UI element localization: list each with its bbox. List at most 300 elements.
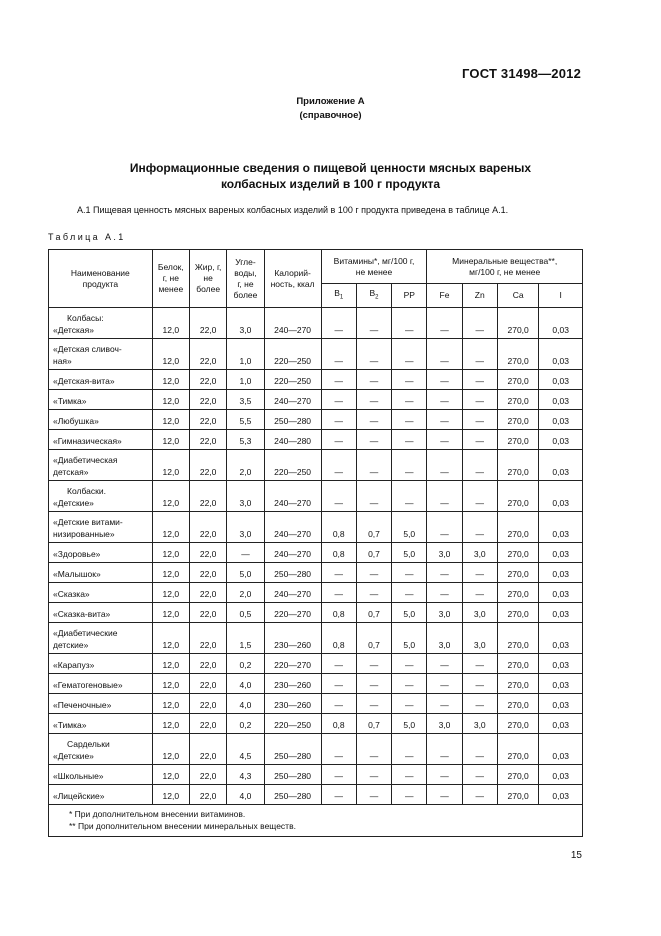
calories-cell: 250—280 <box>264 410 321 430</box>
table-row <box>49 410 583 430</box>
header-text: Калорий- <box>274 267 311 278</box>
min-zn-cell: 3,0 <box>462 623 497 654</box>
vit-b1-cell: — <box>321 654 356 674</box>
vit-b2-cell: — <box>356 370 391 390</box>
carbs-cell: 3,0 <box>227 481 264 512</box>
min-ca-cell: 270,0 <box>497 308 538 339</box>
min-fe-cell: — <box>427 370 462 390</box>
vit-b1-cell: 0,8 <box>321 714 356 734</box>
product-name-cell <box>49 512 153 543</box>
col-header-protein <box>152 250 189 308</box>
min-fe-cell: — <box>427 583 462 603</box>
protein-cell: 12,0 <box>152 390 189 410</box>
protein-cell: 12,0 <box>152 765 189 785</box>
vit-b2-cell: — <box>356 308 391 339</box>
min-zn-cell: — <box>462 450 497 481</box>
vit-pp-cell: — <box>392 694 427 714</box>
vit-pp-cell: — <box>392 430 427 450</box>
vit-b2-cell: — <box>356 390 391 410</box>
min-zn-cell: — <box>462 785 497 805</box>
header-text: ность, ккал <box>270 278 315 289</box>
protein-cell: 12,0 <box>152 603 189 623</box>
min-i-cell: 0,03 <box>539 512 583 543</box>
calories-cell: 230—260 <box>264 623 321 654</box>
product-name-cell <box>49 714 153 734</box>
min-ca-cell: 270,0 <box>497 785 538 805</box>
min-i-cell: 0,03 <box>539 654 583 674</box>
product-name-cell <box>49 543 153 563</box>
min-zn-cell: — <box>462 339 497 370</box>
min-fe-cell: 3,0 <box>427 603 462 623</box>
table-notes <box>49 805 583 837</box>
vit-b1-cell: — <box>321 765 356 785</box>
header-text: B <box>369 287 376 298</box>
fat-cell: 22,0 <box>189 370 226 390</box>
fat-cell: 22,0 <box>189 603 226 623</box>
vit-b2-cell: 0,7 <box>356 512 391 543</box>
vit-b2-cell: — <box>356 339 391 370</box>
vit-b1-cell: — <box>321 563 356 583</box>
protein-cell: 12,0 <box>152 370 189 390</box>
fat-cell: 22,0 <box>189 563 226 583</box>
min-i-cell: 0,03 <box>539 390 583 410</box>
carbs-cell: 0,2 <box>227 654 264 674</box>
product-name-line: «Лицейские» <box>53 791 105 801</box>
min-i-cell: 0,03 <box>539 430 583 450</box>
page-number: 15 <box>570 850 582 861</box>
header-text: воды, <box>234 267 257 278</box>
vit-pp-cell: 5,0 <box>392 623 427 654</box>
calories-cell: 240—270 <box>264 481 321 512</box>
table-row <box>49 370 583 390</box>
product-name-line: «Детская сливоч- <box>53 344 122 354</box>
vit-pp-cell: 5,0 <box>392 714 427 734</box>
min-i-cell: 0,03 <box>539 734 583 765</box>
min-fe-cell: — <box>427 450 462 481</box>
vit-pp-cell: — <box>392 370 427 390</box>
fat-cell: 22,0 <box>189 765 226 785</box>
product-name-line: «Детские витами- <box>53 517 123 527</box>
vit-b2-cell: 0,7 <box>356 603 391 623</box>
col-header-b2 <box>356 284 391 308</box>
vit-pp-cell: 5,0 <box>392 603 427 623</box>
table-row <box>49 512 583 543</box>
protein-cell: 12,0 <box>152 512 189 543</box>
fat-cell: 22,0 <box>189 583 226 603</box>
fat-cell: 22,0 <box>189 450 226 481</box>
table-row <box>49 390 583 410</box>
table-row <box>49 654 583 674</box>
vit-b1-cell: — <box>321 390 356 410</box>
product-group-label: Колбаски. <box>67 486 106 496</box>
carbs-cell: 5,3 <box>227 430 264 450</box>
col-header-carbs <box>227 250 264 308</box>
fat-cell: 22,0 <box>189 481 226 512</box>
carbs-cell: 5,5 <box>227 410 264 430</box>
product-name-cell <box>49 623 153 654</box>
product-name-line: «Детские» <box>53 498 94 508</box>
min-i-cell: 0,03 <box>539 785 583 805</box>
min-ca-cell: 270,0 <box>497 543 538 563</box>
min-zn-cell: 3,0 <box>462 543 497 563</box>
vit-pp-cell: — <box>392 410 427 430</box>
protein-cell: 12,0 <box>152 339 189 370</box>
vit-b2-cell: 0,7 <box>356 543 391 563</box>
product-name-cell <box>49 674 153 694</box>
min-zn-cell: — <box>462 370 497 390</box>
min-fe-cell: — <box>427 734 462 765</box>
min-ca-cell: 270,0 <box>497 714 538 734</box>
annex-type: (справочное) <box>299 110 362 121</box>
protein-cell: 12,0 <box>152 785 189 805</box>
product-name-cell <box>49 339 153 370</box>
table-row <box>49 623 583 654</box>
product-name-cell <box>49 603 153 623</box>
product-name-cell <box>49 734 153 765</box>
vit-b2-cell: — <box>356 481 391 512</box>
col-header-vitamins <box>321 250 427 284</box>
product-name-cell <box>49 654 153 674</box>
vit-b1-cell: — <box>321 308 356 339</box>
annex-heading <box>0 95 661 123</box>
section-title <box>0 160 661 192</box>
min-zn-cell: — <box>462 481 497 512</box>
min-fe-cell: — <box>427 674 462 694</box>
min-ca-cell: 270,0 <box>497 430 538 450</box>
calories-cell: 240—270 <box>264 512 321 543</box>
calories-cell: 250—280 <box>264 765 321 785</box>
product-name-cell <box>49 308 153 339</box>
fat-cell: 22,0 <box>189 308 226 339</box>
min-i-cell: 0,03 <box>539 623 583 654</box>
vit-b1-cell: — <box>321 339 356 370</box>
min-i-cell: 0,03 <box>539 410 583 430</box>
min-ca-cell: 270,0 <box>497 450 538 481</box>
min-i-cell: 0,03 <box>539 694 583 714</box>
title-line-1: Информационные сведения о пищевой ценности мясных вареных <box>129 161 532 175</box>
carbs-cell: 2,0 <box>227 583 264 603</box>
product-name-cell <box>49 785 153 805</box>
fat-cell: 22,0 <box>189 339 226 370</box>
subscript: 2 <box>375 294 379 301</box>
min-zn-cell: — <box>462 583 497 603</box>
vit-b1-cell: — <box>321 450 356 481</box>
table-row <box>49 734 583 765</box>
carbs-cell: 1,0 <box>227 370 264 390</box>
vit-b2-cell: — <box>356 734 391 765</box>
protein-cell: 12,0 <box>152 563 189 583</box>
min-zn-cell: — <box>462 674 497 694</box>
min-ca-cell: 270,0 <box>497 339 538 370</box>
header-text: г, не <box>162 273 179 283</box>
min-fe-cell: — <box>427 694 462 714</box>
carbs-cell: 3,0 <box>227 512 264 543</box>
min-fe-cell: — <box>427 339 462 370</box>
protein-cell: 12,0 <box>152 714 189 734</box>
header-text: не менее <box>355 266 393 277</box>
header-text: продукта <box>82 278 119 289</box>
table-row <box>49 603 583 623</box>
min-zn-cell: — <box>462 694 497 714</box>
carbs-cell: 0,5 <box>227 603 264 623</box>
protein-cell: 12,0 <box>152 674 189 694</box>
calories-cell: 240—270 <box>264 583 321 603</box>
vit-b2-cell: — <box>356 583 391 603</box>
vit-b2-cell: — <box>356 785 391 805</box>
header-text: B <box>334 287 340 298</box>
vit-b1-cell: — <box>321 583 356 603</box>
notes-row <box>49 805 583 837</box>
calories-cell: 220—250 <box>264 339 321 370</box>
min-fe-cell: — <box>427 765 462 785</box>
col-header-fe: Fe <box>427 284 462 308</box>
table-header-row <box>49 250 583 284</box>
vit-b2-cell: — <box>356 654 391 674</box>
min-zn-cell: — <box>462 563 497 583</box>
header-text: Угле- <box>235 256 256 267</box>
fat-cell: 22,0 <box>189 734 226 765</box>
vit-pp-cell: — <box>392 481 427 512</box>
product-name-cell <box>49 450 153 481</box>
table-row <box>49 674 583 694</box>
min-i-cell: 0,03 <box>539 674 583 694</box>
header-text: Минеральные вещества**, <box>452 255 558 266</box>
min-i-cell: 0,03 <box>539 714 583 734</box>
calories-cell: 240—270 <box>264 390 321 410</box>
min-zn-cell: — <box>462 390 497 410</box>
vit-b2-cell: 0,7 <box>356 623 391 654</box>
fat-cell: 22,0 <box>189 785 226 805</box>
product-name-line: «Диабетическая <box>53 455 118 465</box>
header-text: Наименование <box>70 267 130 278</box>
fat-cell: 22,0 <box>189 694 226 714</box>
fat-cell: 22,0 <box>189 390 226 410</box>
header-text: Жир, г, <box>194 262 222 272</box>
vit-b2-cell: — <box>356 674 391 694</box>
vit-b1-cell: — <box>321 481 356 512</box>
min-i-cell: 0,03 <box>539 765 583 785</box>
header-text: Витамины*, мг/100 г, <box>333 255 415 266</box>
min-fe-cell: — <box>427 410 462 430</box>
min-fe-cell: — <box>427 785 462 805</box>
note-minerals: ** При дополнительном внесении минеральных веществ. <box>69 821 296 831</box>
carbs-cell: 1,5 <box>227 623 264 654</box>
calories-cell: 240—270 <box>264 543 321 563</box>
header-text: менее <box>158 284 184 294</box>
header-text: более <box>233 289 258 300</box>
carbs-cell: 3,0 <box>227 308 264 339</box>
product-name-line: «Здоровье» <box>53 549 101 559</box>
table-row <box>49 481 583 512</box>
product-name-line: «Печеночные» <box>53 700 112 710</box>
vit-pp-cell: — <box>392 765 427 785</box>
vit-b1-cell: — <box>321 674 356 694</box>
min-ca-cell: 270,0 <box>497 623 538 654</box>
min-zn-cell: — <box>462 512 497 543</box>
protein-cell: 12,0 <box>152 583 189 603</box>
min-i-cell: 0,03 <box>539 603 583 623</box>
table-row <box>49 450 583 481</box>
product-name-cell <box>49 563 153 583</box>
min-i-cell: 0,03 <box>539 543 583 563</box>
min-fe-cell: — <box>427 390 462 410</box>
fat-cell: 22,0 <box>189 714 226 734</box>
col-header-b1 <box>321 284 356 308</box>
product-name-cell <box>49 410 153 430</box>
calories-cell: 220—270 <box>264 603 321 623</box>
min-ca-cell: 270,0 <box>497 654 538 674</box>
product-name-cell <box>49 694 153 714</box>
vit-pp-cell: — <box>392 308 427 339</box>
vit-pp-cell: — <box>392 583 427 603</box>
product-name-line: «Малышок» <box>53 569 101 579</box>
product-name-line: «Школьные» <box>53 771 104 781</box>
product-group-label: Сардельки <box>67 739 110 749</box>
col-header-zn: Zn <box>462 284 497 308</box>
product-name-cell <box>49 765 153 785</box>
min-zn-cell: — <box>462 734 497 765</box>
calories-cell: 220—270 <box>264 654 321 674</box>
min-fe-cell: — <box>427 308 462 339</box>
header-text: не <box>203 273 213 283</box>
vit-b1-cell: 0,8 <box>321 603 356 623</box>
min-fe-cell: — <box>427 481 462 512</box>
min-ca-cell: 270,0 <box>497 583 538 603</box>
carbs-cell: 1,0 <box>227 339 264 370</box>
min-i-cell: 0,03 <box>539 370 583 390</box>
carbs-cell: 5,0 <box>227 563 264 583</box>
vit-pp-cell: — <box>392 339 427 370</box>
table-row <box>49 543 583 563</box>
table-row <box>49 430 583 450</box>
min-ca-cell: 270,0 <box>497 370 538 390</box>
calories-cell: 250—280 <box>264 734 321 765</box>
vit-pp-cell: 5,0 <box>392 543 427 563</box>
table-row <box>49 694 583 714</box>
vit-b1-cell: — <box>321 785 356 805</box>
calories-cell: 230—260 <box>264 674 321 694</box>
subscript: 1 <box>339 294 344 301</box>
product-name-line: «Диабетические <box>53 628 118 638</box>
protein-cell: 12,0 <box>152 410 189 430</box>
vit-b1-cell: — <box>321 734 356 765</box>
table-row <box>49 714 583 734</box>
protein-cell: 12,0 <box>152 430 189 450</box>
header-text: Белок, <box>157 262 184 272</box>
min-fe-cell: — <box>427 430 462 450</box>
product-name-line: «Тимка» <box>53 396 87 406</box>
table-row <box>49 583 583 603</box>
carbs-cell: — <box>227 543 264 563</box>
protein-cell: 12,0 <box>152 623 189 654</box>
min-fe-cell: — <box>427 654 462 674</box>
product-name-line: «Детская» <box>53 325 94 335</box>
protein-cell: 12,0 <box>152 694 189 714</box>
table-row <box>49 765 583 785</box>
vit-pp-cell: — <box>392 563 427 583</box>
product-name-line: низированные» <box>53 529 115 539</box>
vit-b2-cell: — <box>356 430 391 450</box>
product-name-cell <box>49 370 153 390</box>
vit-pp-cell: — <box>392 674 427 694</box>
annex-label: Приложение А <box>296 96 365 107</box>
standard-number: ГОСТ 31498—2012 <box>462 66 581 81</box>
calories-cell: 250—280 <box>264 563 321 583</box>
protein-cell: 12,0 <box>152 543 189 563</box>
carbs-cell: 4,0 <box>227 674 264 694</box>
carbs-cell: 3,5 <box>227 390 264 410</box>
calories-cell: 240—280 <box>264 430 321 450</box>
nutrition-table <box>48 249 583 837</box>
table-body <box>49 308 583 805</box>
product-name-line: «Любушка» <box>53 416 99 426</box>
vit-b2-cell: — <box>356 450 391 481</box>
min-ca-cell: 270,0 <box>497 563 538 583</box>
note-vitamins: * При дополнительном внесении витаминов. <box>69 809 246 819</box>
product-name-cell <box>49 390 153 410</box>
header-text: мг/100 г, не менее <box>469 266 541 277</box>
table-row <box>49 785 583 805</box>
min-fe-cell: 3,0 <box>427 543 462 563</box>
table-row <box>49 339 583 370</box>
vit-b1-cell: — <box>321 430 356 450</box>
table-row <box>49 308 583 339</box>
min-i-cell: 0,03 <box>539 563 583 583</box>
min-ca-cell: 270,0 <box>497 512 538 543</box>
min-zn-cell: — <box>462 308 497 339</box>
product-name-line: детская» <box>53 467 89 477</box>
vit-b1-cell: — <box>321 694 356 714</box>
min-ca-cell: 270,0 <box>497 734 538 765</box>
intro-paragraph: А.1 Пищевая ценность мясных вареных колбасных изделий в 100 г продукта приведена в таблице А.1. <box>77 205 509 215</box>
calories-cell: 220—250 <box>264 370 321 390</box>
min-zn-cell: — <box>462 765 497 785</box>
protein-cell: 12,0 <box>152 308 189 339</box>
min-ca-cell: 270,0 <box>497 765 538 785</box>
product-name-cell <box>49 481 153 512</box>
fat-cell: 22,0 <box>189 512 226 543</box>
fat-cell: 22,0 <box>189 430 226 450</box>
col-header-product <box>49 250 153 308</box>
fat-cell: 22,0 <box>189 543 226 563</box>
protein-cell: 12,0 <box>152 654 189 674</box>
min-ca-cell: 270,0 <box>497 410 538 430</box>
min-ca-cell: 270,0 <box>497 694 538 714</box>
carbs-cell: 4,0 <box>227 785 264 805</box>
min-ca-cell: 270,0 <box>497 481 538 512</box>
col-header-fat <box>189 250 226 308</box>
header-text: более <box>196 284 221 294</box>
product-name-line: «Тимка» <box>53 720 87 730</box>
min-i-cell: 0,03 <box>539 308 583 339</box>
product-group-label: Колбасы: <box>67 313 104 323</box>
vit-b1-cell: 0,8 <box>321 543 356 563</box>
product-name-line: «Гимназическая» <box>53 436 122 446</box>
vit-pp-cell: — <box>392 785 427 805</box>
fat-cell: 22,0 <box>189 410 226 430</box>
col-header-ca: Ca <box>497 284 538 308</box>
product-name-line: «Сказка» <box>53 589 90 599</box>
header-text: г, не <box>237 278 254 289</box>
protein-cell: 12,0 <box>152 734 189 765</box>
vit-pp-cell: — <box>392 390 427 410</box>
min-i-cell: 0,03 <box>539 583 583 603</box>
carbs-cell: 4,3 <box>227 765 264 785</box>
min-i-cell: 0,03 <box>539 339 583 370</box>
min-i-cell: 0,03 <box>539 481 583 512</box>
vit-b1-cell: — <box>321 410 356 430</box>
product-name-line: «Сказка-вита» <box>53 609 111 619</box>
